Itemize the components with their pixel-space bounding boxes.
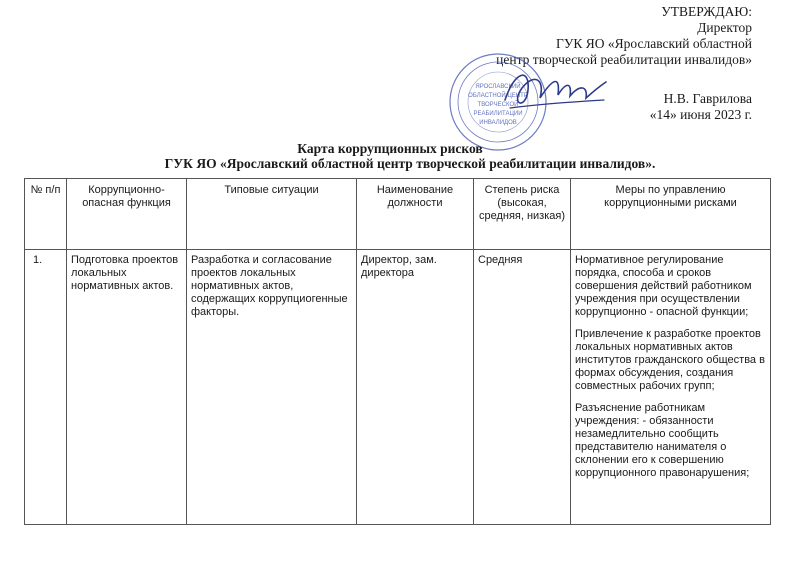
document-title: Карта коррупционных рисков	[297, 141, 483, 156]
approval-signer: Н.В. Гаврилова	[663, 91, 752, 106]
stamp-line-3: ТВОРЧЕСКОЙ	[477, 102, 519, 108]
measure-item: Разъяснение работникам учреждения: - обязанности незамедлительно сообщить представителю нанимателя о склонении его к совершению коррупционного правонарушения;	[575, 402, 750, 479]
header-positions: Наименование должности	[357, 179, 474, 250]
row-risk: Средняя	[474, 250, 571, 525]
approval-org-line2: центр творческой реабилитации инвалидов»	[496, 52, 752, 67]
header-risk: Степень риска (высокая, средняя, низкая)	[474, 179, 571, 250]
approval-date: «14» июня 2023 г.	[649, 107, 752, 122]
risk-map-table	[24, 178, 771, 525]
measure-item: Привлечение к разработке проектов локальных нормативных актов институтов гражданского общества в формах обсуждения, создания совместных рабочих групп;	[575, 328, 765, 392]
approval-heading: УТВЕРЖДАЮ:	[661, 4, 752, 19]
handwritten-signature	[500, 60, 610, 120]
header-function: Коррупционно-опасная функция	[67, 179, 187, 250]
table-row	[25, 250, 771, 525]
header-measures: Меры по управлению коррупционными рисками	[571, 179, 771, 250]
stamp-line-2: ОБЛАСТНОЙ ЦЕНТР	[468, 93, 528, 99]
row-number: 1.	[25, 250, 67, 525]
approval-position: Директор	[697, 20, 752, 35]
stamp-line-1: ЯРОСЛАВСКИЙ	[475, 84, 521, 90]
stamp-line-5: ИНВАЛИДОВ	[479, 120, 517, 126]
approval-org-line1: ГУК ЯО «Ярославский областной	[556, 36, 752, 51]
document-subtitle: ГУК ЯО «Ярославский областной центр творческой реабилитации инвалидов».	[164, 156, 656, 171]
row-positions: Директор, зам. директора	[357, 250, 474, 525]
header-situations: Типовые ситуации	[187, 179, 357, 250]
measure-item: Нормативное регулирование порядка, способа и сроков совершения действий работником учреждения при осуществлении коррупционно - опасной функции;	[575, 254, 752, 318]
row-situations: Разработка и согласование проектов локальных нормативных актов, содержащих коррупциогенные факторы.	[187, 250, 357, 525]
row-measures	[571, 250, 771, 525]
header-number: № п/п	[25, 179, 67, 250]
row-function: Подготовка проектов локальных нормативных актов.	[67, 250, 187, 525]
stamp-line-4: РЕАБИЛИТАЦИИ	[473, 111, 523, 117]
